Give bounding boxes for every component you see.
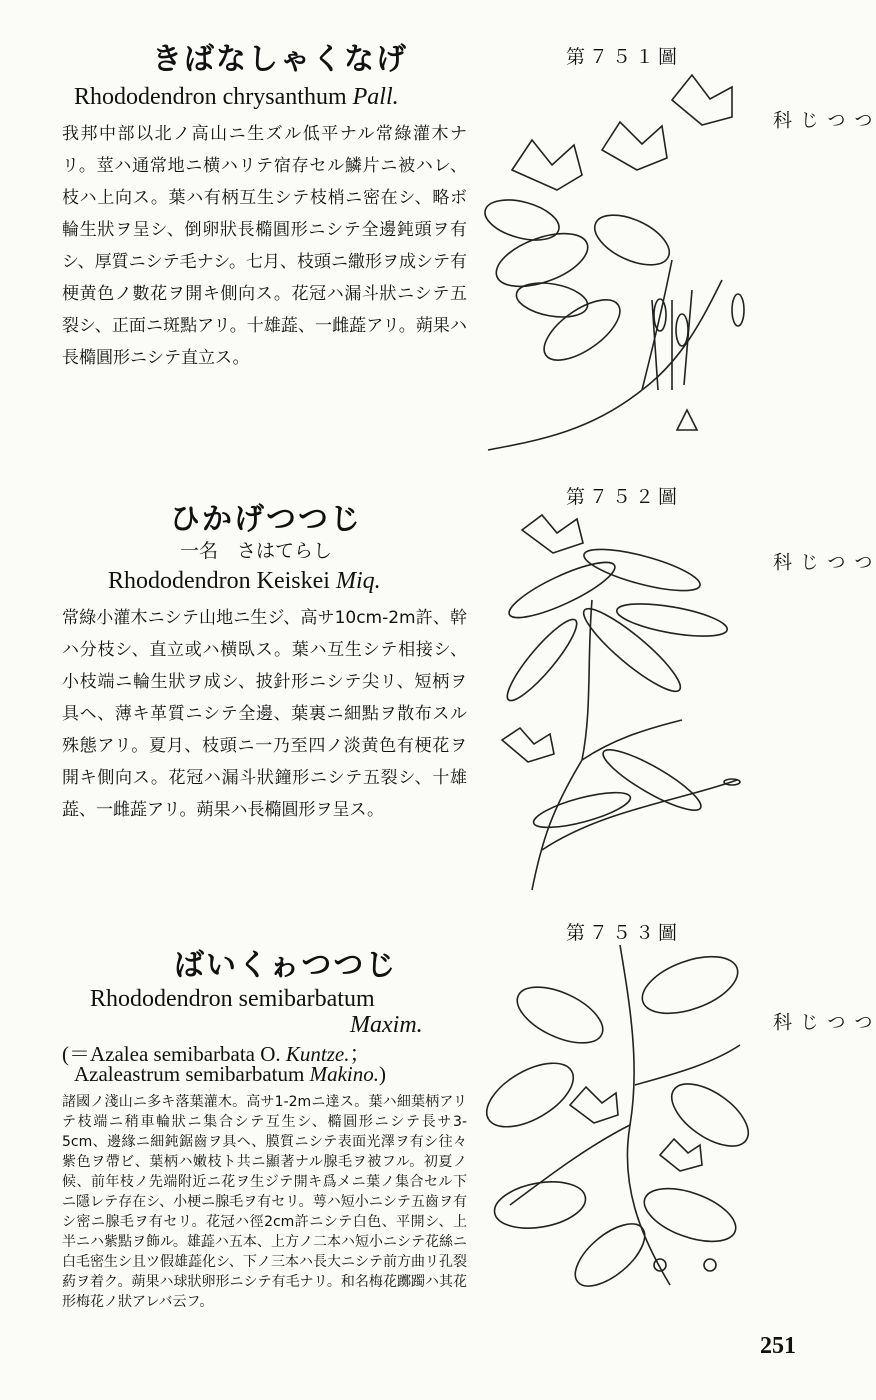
latin-name xyxy=(108,568,381,595)
plant-illustration xyxy=(470,945,760,1295)
description: 我邦中部以北ノ高山ニ生ズル低平ナル常綠灌木ナリ。莖ハ通常地ニ横ハリテ宿存セル鱗片ニ被ハレ、枝ハ上向ス。葉ハ有柄互生シテ枝梢ニ密在シ、略ボ輪生狀ヲ呈シ、倒卵狀長橢圓形ニシテ全邊鈍頭ヲ有シ、厚質ニシテ毛ナシ。七月、枝頭ニ繖形ヲ成シテ有梗黄色ノ數花ヲ開キ側向ス。花冠ハ漏斗狀ニシテ五裂シ、正面ニ斑點アリ。十雄蕋、一雌蕋アリ。蒴果ハ長橢圓形ニシテ直立ス。 xyxy=(62,124,467,368)
figure-number: 第７５１圖 xyxy=(566,46,682,68)
synonym-punct: ； xyxy=(349,1042,371,1066)
synonym-author: Makino. xyxy=(309,1062,379,1086)
synonym-author: Kuntze. xyxy=(285,1042,350,1066)
plant-illustration xyxy=(482,60,762,460)
japanese-name: ひかげつつじ xyxy=(170,502,362,537)
description: 諸國ノ淺山ニ多キ落葉灌木。高サ1-2mニ達ス。葉ハ細葉柄アリテ枝端ニ稍車輪狀ニ集合シテ互生シ、橢圓形ニシテ長サ3-5cm、邊緣ニ細鈍鋸齒ヲ具ヘ、膜質ニシテ表面光澤ヲ有シ往々紫色ヲ帶ビ、葉柄ハ嫩枝ト共ニ顯著ナル腺毛ヲ被フル。初夏ノ候、前年枝ノ先端附近ニ花ヲ生ジテ開キ爲メニ葉ノ集合セル下ニ隱レテ存在シ、小梗ニ腺毛ヲ有セリ。萼ハ短小ニシテ五齒ヲ有シ密ニ腺毛ヲ有セリ。花冠ハ徑2cm許ニシテ白色、平開シ、上半ニハ紫點ヲ飾ル。雄蕋ハ五本、上方ノ二本ハ短小ニシテ花絲ニ白毛密生シ且ツ假雄蕋化シ、下ノ三本ハ長大ニシテ前方曲リ孔裂葯ヲ着ク。蒴果ハ球狀卵形ニシテ有毛ナリ。和名梅花躑躅ハ其花形梅花ノ狀アレバ云フ。 xyxy=(62,1094,467,1310)
synonym-text: Azaleastrum semibarbatum xyxy=(74,1062,310,1086)
latin-genus-species: Rhododendron chrysanthum xyxy=(74,84,347,110)
japanese-name: きばなしゃくなげ xyxy=(152,42,408,77)
latin-author-line xyxy=(350,1012,423,1039)
family-label: つつじ科 xyxy=(770,552,873,579)
synonym-punct: ) xyxy=(379,1062,386,1086)
latin-name xyxy=(74,84,399,111)
synonym-text: (＝Azalea semibarbata O. xyxy=(62,1042,286,1066)
latin-author: Miq. xyxy=(335,568,381,594)
figure-number: 第７５３圖 xyxy=(566,922,682,944)
figure-number: 第７５２圖 xyxy=(566,486,682,508)
latin-genus-species: Rhododendron semibarbatum xyxy=(90,986,375,1012)
latin-genus-species: Rhododendron Keiskei xyxy=(108,568,330,594)
japanese-name: ばいくゎつつじ xyxy=(174,948,398,983)
family-label: つつじ科 xyxy=(770,110,873,137)
synonym-line-2 xyxy=(74,1062,386,1087)
plant-illustration xyxy=(482,510,752,895)
latin-author: Maxim. xyxy=(350,1012,423,1038)
latin-author: Pall. xyxy=(352,84,399,110)
family-label: つつじ科 xyxy=(770,1012,873,1039)
alternate-name: 一名 さはてらし xyxy=(180,540,333,562)
description: 常綠小灌木ニシテ山地ニ生ジ、高サ10cm-2m許、幹ハ分枝シ、直立或ハ横臥ス。葉ハ互生シテ相接シ、小枝端ニ輪生狀ヲ成シ、披針形ニシテ尖リ、短柄ヲ具ヘ、薄キ革質ニシテ全邊、葉裏ニ細點ヲ散布スル殊態アリ。夏月、枝頭ニ一乃至四ノ淡黄色有梗花ヲ開キ側向ス。花冠ハ漏斗狀鐘形ニシテ五裂シ、十雄蕋、一雌蕋アリ。蒴果ハ長橢圓形ヲ呈ス。 xyxy=(62,608,467,820)
page-number: 251 xyxy=(760,1333,796,1359)
latin-name xyxy=(90,986,375,1013)
